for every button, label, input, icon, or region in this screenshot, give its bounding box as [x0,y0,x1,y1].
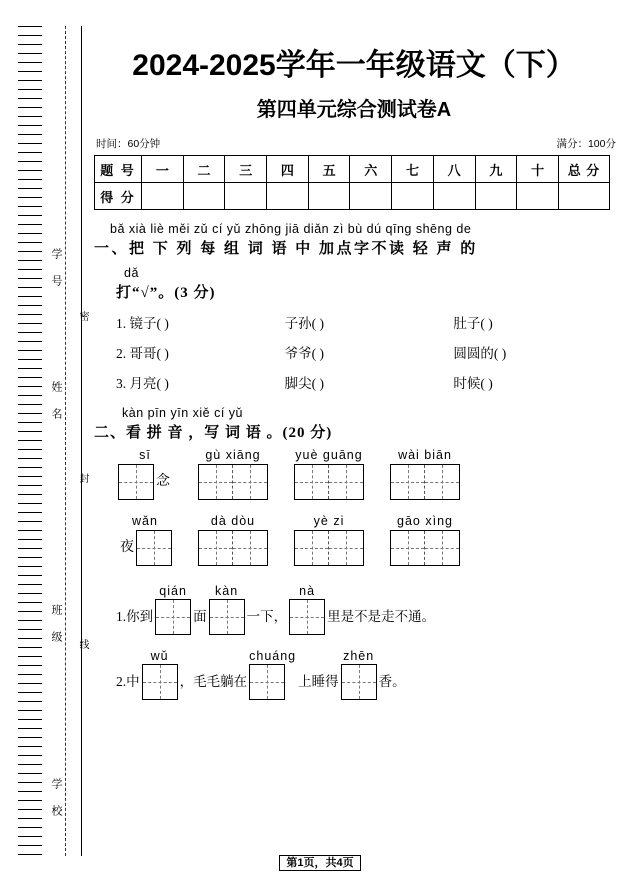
col-4: 四 [267,156,309,183]
q2-grid-row-2 [94,514,622,566]
q2-word-2-cells[interactable] [198,464,268,500]
writing-cell[interactable] [289,599,325,635]
writing-cell[interactable] [329,465,363,499]
q2-word-1 [118,448,172,500]
col-2: 二 [183,156,225,183]
q2-s2-seg-4: 香。 [378,674,406,689]
score-cell-1[interactable] [142,183,184,210]
writing-cell[interactable] [137,531,171,565]
table-row-scores [95,183,610,210]
q2-word-4 [390,448,460,500]
writing-cell[interactable] [142,664,178,700]
q2-word-6-cells[interactable] [198,530,268,566]
q2-s2-seg-3: 上睡得 [298,674,339,689]
col-8: 八 [433,156,475,183]
q2-s2-number: 2. [116,674,127,689]
score-cell-8[interactable] [433,183,475,210]
writing-cell[interactable] [425,465,459,499]
score-cell-6[interactable] [350,183,392,210]
q2-word-4-cells[interactable] [390,464,460,500]
q1-item-3-1[interactable]: 3. 月亮( ) [116,376,169,391]
q2-word-7-pinyin: yè zi [313,514,345,528]
col-7: 七 [392,156,434,183]
q2-s2-seg-1: 中 [126,674,140,689]
col-1: 一 [142,156,184,183]
score-cell-3[interactable] [225,183,267,210]
q1-text-line-1: 一、把 下 列 每 组 词 语 中 加点字不读 轻 声 的 [94,241,478,257]
question-1 [86,222,622,392]
question-2 [86,406,622,700]
q2-s2-blank-3[interactable] [341,649,377,700]
q2-grid-row-1 [94,448,622,500]
time-limit-label: 时间：60分钟 [96,138,161,150]
score-table [94,155,610,210]
vertical-label-name: 姓 名 [50,381,62,421]
q1-item-3-3[interactable]: 时候( ) [453,376,493,391]
q2-word-6 [198,514,268,566]
q2-s2-pinyin-1: wǔ [150,649,169,663]
q2-s2-pinyin-3: zhēn [343,649,375,663]
writing-cell[interactable] [119,465,153,499]
q2-word-8 [390,514,460,566]
q1-item-1-1[interactable]: 1. 镜子( ) [116,316,169,331]
seal-mark-mi: 密 [77,311,88,321]
q2-word-7-cells[interactable] [294,530,364,566]
q2-word-1-cells[interactable] [118,464,154,500]
q2-word-3 [294,448,364,500]
q2-word-2 [198,448,268,500]
seal-line-column [18,26,88,856]
score-cell-total[interactable] [559,183,610,210]
writing-cell[interactable] [233,465,267,499]
q2-s1-pinyin-3: nà [299,584,316,598]
writing-cell[interactable] [341,664,377,700]
q1-item-row-1 [94,312,622,332]
row-label-question-number: 题 号 [95,156,142,183]
col-9: 九 [475,156,517,183]
q2-word-5-pinyin: wǎn [132,514,158,528]
writing-cell[interactable] [295,465,329,499]
page-subtitle: 第四单元综合测试卷A [256,99,452,121]
writing-cell[interactable] [233,531,267,565]
score-cell-4[interactable] [267,183,309,210]
q2-word-3-pinyin: yuè guāng [295,448,363,462]
q1-item-2-3[interactable]: 圆圆的( ) [453,346,507,361]
q1-item-3-2[interactable]: 脚尖( ) [284,376,325,391]
q2-pinyin-head: kàn pīn yīn xiě cí yǔ [122,406,243,420]
q2-word-4-pinyin: wài biān [398,448,452,462]
q2-word-8-cells[interactable] [390,530,460,566]
col-5: 五 [308,156,350,183]
row-label-score: 得 分 [95,183,142,210]
writing-cell[interactable] [391,531,425,565]
q2-s1-number: 1. [116,609,127,624]
page-title: 2024-2025学年一年级语文（下） [132,49,576,82]
q2-word-6-pinyin: dà dòu [210,514,256,528]
page-footer [0,854,640,870]
q1-item-2-2[interactable]: 爷爷( ) [284,346,325,361]
q2-s1-pinyin-1: qián [159,584,187,598]
q2-s1-seg-3: 一下， [246,609,288,624]
score-cell-5[interactable] [308,183,350,210]
q2-s1-blank-1[interactable] [155,584,191,635]
seal-mark-xian: 线 [77,639,88,649]
q2-s2-blank-2[interactable] [249,649,296,700]
col-total: 总 分 [559,156,610,183]
q2-s1-seg-2: 面 [193,609,207,624]
table-row-question-numbers [95,156,610,183]
seal-solid-line [81,26,82,856]
score-cell-2[interactable] [183,183,225,210]
q2-word-1-pinyin: sī [139,448,151,462]
score-cell-9[interactable] [475,183,517,210]
full-score-label: 满分：100分 [556,138,616,150]
writing-cell[interactable] [199,531,233,565]
paper-content [86,26,622,700]
q1-pinyin-line-2: dǎ [124,266,139,280]
q2-word-5-cells[interactable] [136,530,172,566]
q2-word-5 [118,514,172,566]
seal-mark-feng: 封 [77,473,88,483]
q2-word-8-pinyin: gāo xìng [397,514,453,528]
q1-item-2-1[interactable]: 2. 哥哥( ) [116,346,169,361]
q2-sentence-2 [94,649,622,700]
q2-word-1-suffix: 念 [156,474,170,489]
writing-cell[interactable] [199,465,233,499]
q2-s1-seg-4: 里是不是走不通。 [327,609,436,624]
q2-word-7 [294,514,364,566]
q2-s2-blank-1[interactable] [142,649,178,700]
q2-word-2-pinyin: gù xiāng [205,448,261,462]
q2-s1-seg-1: 你到 [126,609,154,624]
writing-cell[interactable] [391,465,425,499]
meta-row [86,136,622,151]
writing-cell[interactable] [249,664,285,700]
writing-cell[interactable] [329,531,363,565]
q2-text-head: 二、看 拼 音 ，写 词 语 。(20 分) [94,425,333,441]
vertical-label-class: 班 级 [50,604,62,644]
writing-cell[interactable] [295,531,329,565]
col-6: 六 [350,156,392,183]
page-number: 第1页，共4页 [279,855,360,871]
q2-s1-blank-3[interactable] [289,584,325,635]
writing-cell[interactable] [425,531,459,565]
vertical-label-school: 学 校 [50,778,62,818]
q2-word-3-cells[interactable] [294,464,364,500]
q2-word-5-prefix: 夜 [120,540,134,555]
q2-s1-pinyin-2: kàn [215,584,239,598]
vertical-label-student-id: 学 号 [50,248,62,288]
hatch-pattern [18,26,42,856]
q1-text-line-2: 打“√”。(3 分) [116,285,216,301]
col-3: 三 [225,156,267,183]
writing-cell[interactable] [209,599,245,635]
q2-s2-pinyin-2: chuáng [249,649,297,663]
q2-s2-seg-2: ，毛毛躺在 [179,674,248,689]
q2-sentence-1 [94,584,622,635]
q1-item-1-3[interactable]: 肚子( ) [453,316,493,331]
q1-item-row-2 [94,342,622,362]
score-cell-10[interactable] [517,183,559,210]
q1-item-1-2[interactable]: 子孙( ) [284,316,325,331]
q1-item-row-3 [94,372,622,392]
q2-s1-blank-2[interactable] [209,584,245,635]
writing-cell[interactable] [155,599,191,635]
col-10: 十 [517,156,559,183]
score-cell-7[interactable] [392,183,434,210]
seal-dashed-line [65,26,66,856]
q1-pinyin-line-1: bǎ xià liè měi zǔ cí yǔ zhōng jiā diǎn zì bù dú qīng shēng de [110,222,472,236]
